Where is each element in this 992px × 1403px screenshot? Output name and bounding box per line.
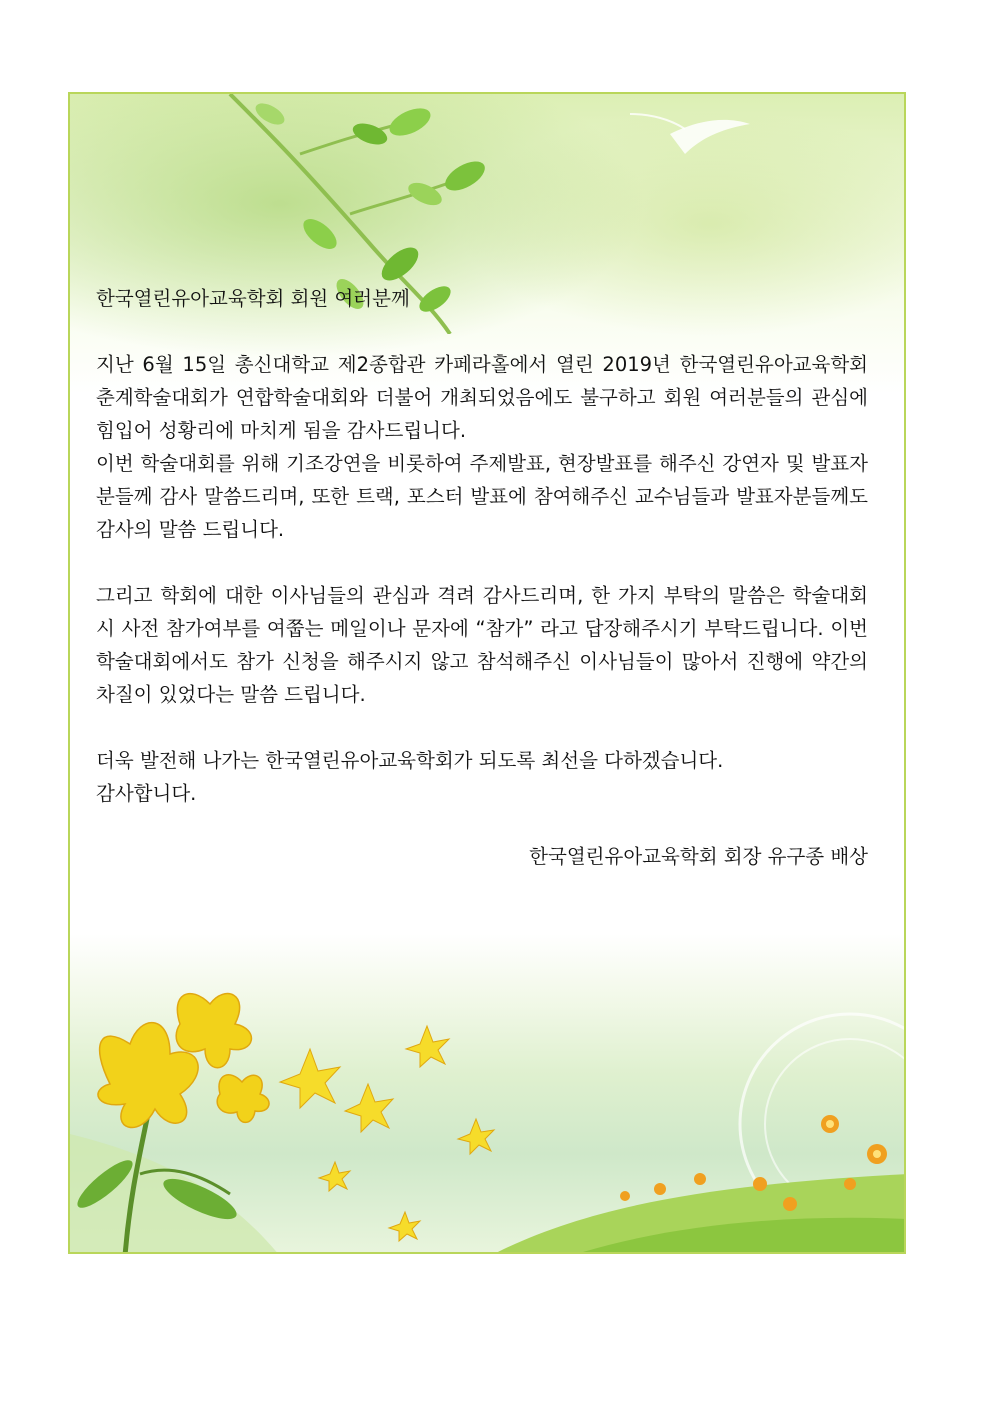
yellow-flower-meadow-decoration xyxy=(70,934,906,1254)
letter-paragraph-thanks: 지난 6월 15일 총신대학교 제2종합관 카페라홀에서 열린 2019년 한국열린유아교육학회 춘계학술대회가 연합학술대회와 더불어 개최되었음에도 불구하고 회원 여러분들의 관심에 힘입어 성황리에 마치게 됨을 감사드립니다. xyxy=(96,353,868,442)
letter-paragraph-presenters: 이번 학술대회를 위해 기조강연을 비롯하여 주제발표, 현장발표를 해주신 강연자 및 발표자 분들께 감사 말씀드리며, 또한 트랙, 포스터 발표에 참여해주신 교수님들과 발표자분들께도 감사의 말씀 드립니다. xyxy=(96,452,868,541)
letter-signature: 한국열린유아교육학회 회장 유구종 배상 xyxy=(529,845,868,868)
letter-body xyxy=(96,282,868,873)
letter-paragraph-commitment: 더욱 발전해 나가는 한국열린유아교육학회가 되도록 최선을 다하겠습니다. xyxy=(96,749,724,772)
letter-paragraph-request: 그리고 학회에 대한 이사님들의 관심과 격려 감사드리며, 한 가지 부탁의 말씀은 학술대회 시 사전 참가여부를 여쭙는 메일이나 문자에 “참가” 라고 답장해주시기 부탁드립니다. 이번 학술대회에서도 참가 신청을 해주시지 않고 참석해주신 이사님들이 많아서 진행에 약간의 차질이 있었다는 말씀 드립니다. xyxy=(96,584,868,706)
letter-salutation: 한국열린유아교육학회 회원 여러분께 xyxy=(96,287,410,310)
stationery-frame xyxy=(68,92,906,1254)
letter-closing: 감사합니다. xyxy=(96,782,197,805)
